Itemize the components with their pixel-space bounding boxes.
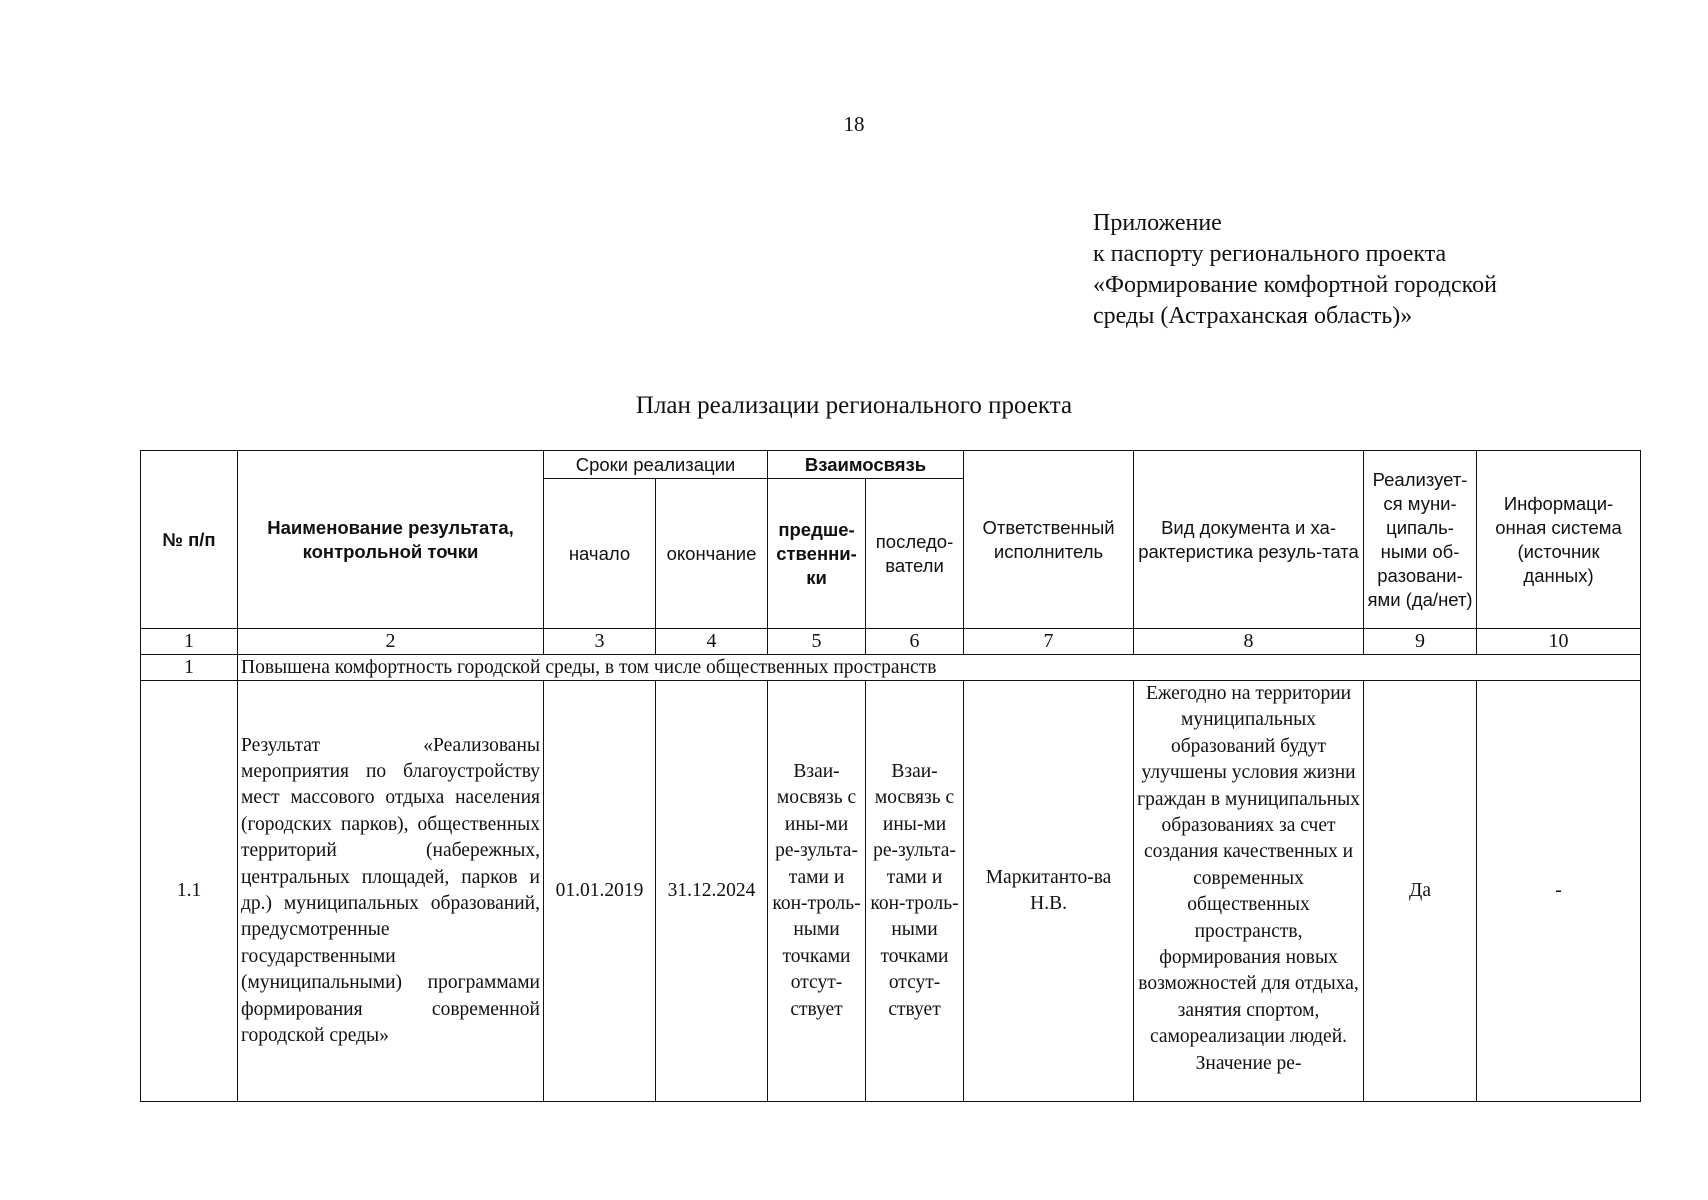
header-doc-type: Вид документа и ха-рактеристика резуль-тата <box>1134 451 1364 629</box>
section-number: 1 <box>141 655 238 681</box>
header-name: Наименование результата, контрольной точки <box>238 451 544 629</box>
column-number: 3 <box>544 629 656 655</box>
row-doc-type <box>1134 681 1364 1102</box>
section-title: Повышена комфортность городской среды, в том числе общественных пространств <box>238 655 1641 681</box>
appendix-line-3: «Формирование комфортной городской <box>1093 272 1497 298</box>
column-number: 1 <box>141 629 238 655</box>
row-end-date: 31.12.2024 <box>656 681 768 1102</box>
column-number: 7 <box>964 629 1134 655</box>
header-municipal: Реализует-ся муни-ципаль-ными об-разовани-ями (да/нет) <box>1364 451 1477 629</box>
section-row <box>141 655 1641 681</box>
header-end: окончание <box>656 479 768 629</box>
row-number: 1.1 <box>141 681 238 1102</box>
appendix-block <box>1093 208 1497 332</box>
header-responsible: Ответственный исполнитель <box>964 451 1134 629</box>
header-start: начало <box>544 479 656 629</box>
appendix-line-2: к паспорту регионального проекта <box>1093 241 1447 267</box>
appendix-line-4: среды (Астраханская область)» <box>1093 303 1413 329</box>
column-number: 10 <box>1477 629 1641 655</box>
header-info-system: Информаци-онная система (источник данных) <box>1477 451 1641 629</box>
row-name: Результат «Реализованы мероприятия по благоустройству мест массового отдыха населения (городских парков), общественных территорий (набережных, центральных площадей, парков и др.) муниципальных образований, предусмотренные государственными (муниципальными) программами формирования современной городской среды» <box>238 681 544 1102</box>
column-number: 6 <box>866 629 964 655</box>
column-number: 8 <box>1134 629 1364 655</box>
plan-table <box>140 450 1641 1102</box>
column-number: 9 <box>1364 629 1477 655</box>
plan-title: План реализации регионального проекта <box>635 392 1073 419</box>
row-predecessors: Взаи-мосвязь с ины-ми ре-зульта-тами и кон-троль-ными точками отсут-ствует <box>768 681 866 1102</box>
column-number: 2 <box>238 629 544 655</box>
row-start-date: 01.01.2019 <box>544 681 656 1102</box>
column-numbers-row <box>141 629 1641 655</box>
page-number: 18 <box>843 112 865 136</box>
row-responsible: Маркитанто-ва Н.В. <box>964 681 1134 1102</box>
column-number: 5 <box>768 629 866 655</box>
header-num: № п/п <box>141 451 238 629</box>
header-successors: последо-ватели <box>866 479 964 629</box>
row-successors: Взаи-мосвязь с ины-ми ре-зульта-тами и кон-троль-ными точками отсут-ствует <box>866 681 964 1102</box>
column-number: 4 <box>656 629 768 655</box>
header-predecessors: предше-ственни-ки <box>768 479 866 629</box>
appendix-line-1: Приложение <box>1093 210 1222 236</box>
header-terms: Сроки реализации <box>544 451 768 479</box>
header-relation: Взаимосвязь <box>768 451 964 479</box>
row-doc-type-text: Ежегодно на территории муниципальных образований будут улучшены условия жизни граждан в муниципальных образованиях за счет создания качественных и современных общественных пространств, формирования новых возможностей для отдыха, занятия спортом, самореализации людей. Значение ре- <box>1137 683 1360 1074</box>
table-row <box>141 681 1641 1102</box>
row-municipal: Да <box>1364 681 1477 1102</box>
row-info-system: - <box>1477 681 1641 1102</box>
